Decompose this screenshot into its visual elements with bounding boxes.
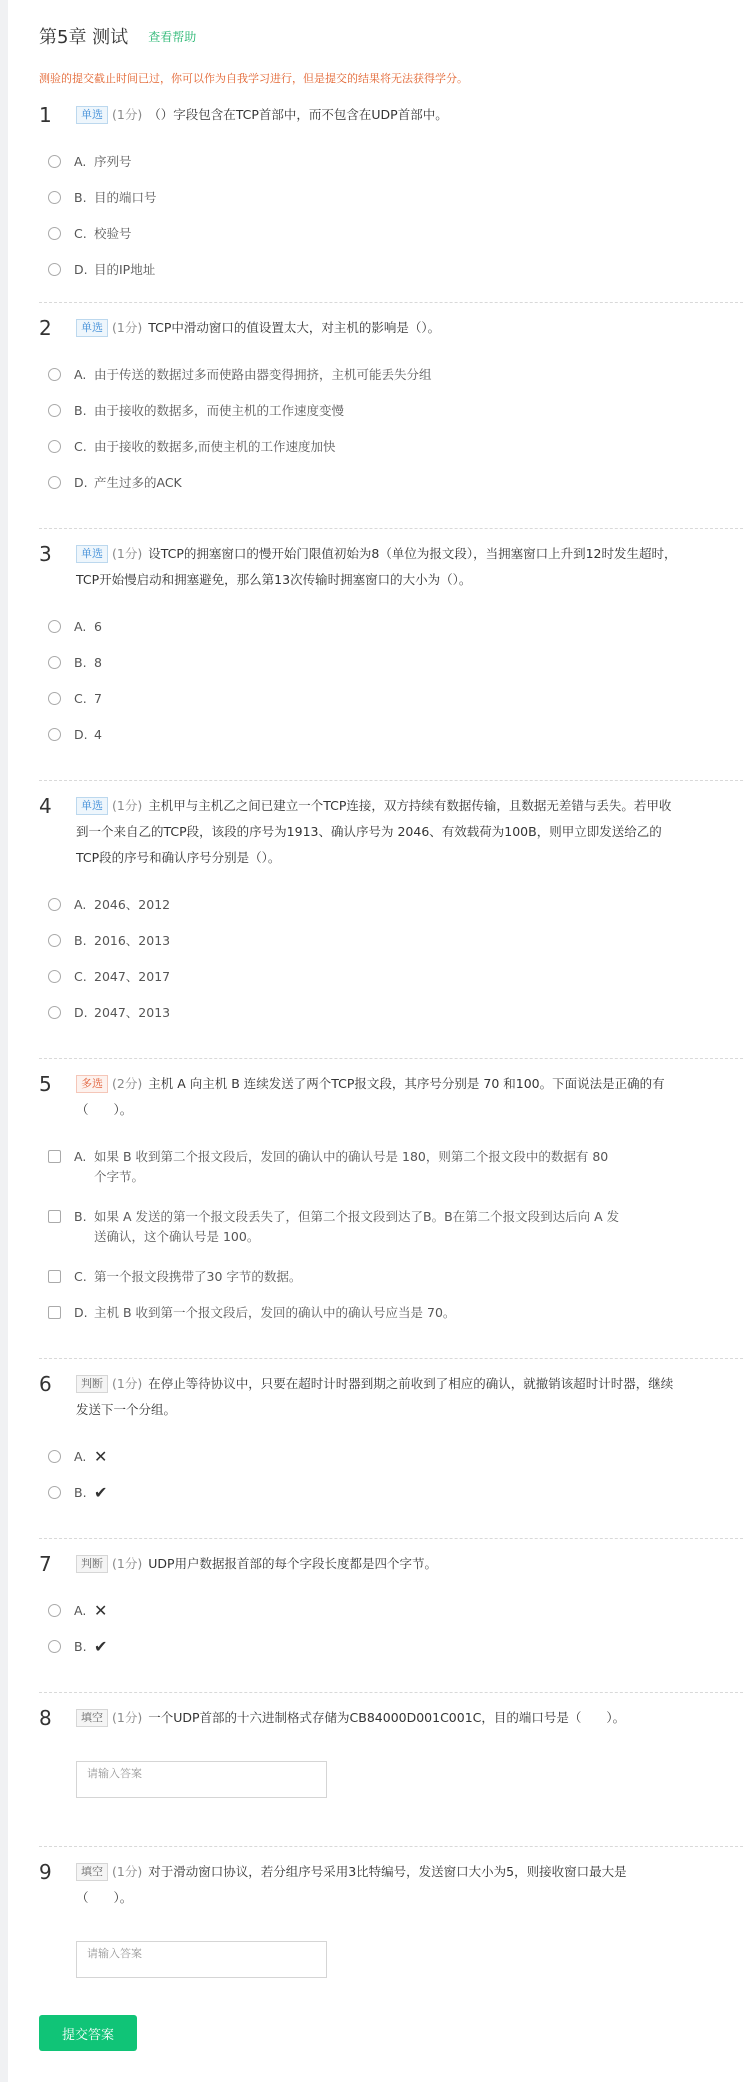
option-letter: C. (74, 226, 87, 241)
option-c[interactable] (39, 689, 743, 725)
option-b[interactable] (39, 188, 743, 224)
option-text: 目的IP地址 (94, 262, 156, 277)
option-letter: B. (74, 190, 87, 205)
question-score: (1分) (112, 798, 143, 813)
answer-input[interactable] (76, 1941, 327, 1978)
question-type-badge: 单选 (76, 319, 108, 337)
option-letter: B. (74, 655, 87, 670)
option-list (39, 871, 743, 1047)
question-score: (1分) (112, 1376, 143, 1391)
option-letter: D. (74, 727, 88, 742)
question-number: 8 (39, 1706, 52, 1730)
option-text: 如果 A 发送的第一个报文段丢失了，但第二个报文段到达了B。B在第二个报文段到达后向 A 发送确认，这个确认号是 100。 (94, 1209, 620, 1244)
question-stem: 在停止等待协议中，只要在超时计时器到期之前收到了相应的确认，就撤销该超时计时器，继续发送下一个分组。 (76, 1376, 674, 1417)
option-true[interactable] (39, 1637, 743, 1673)
checkbox[interactable] (48, 1210, 61, 1223)
option-text: 产生过多的ACK (94, 475, 182, 490)
question-text (76, 541, 681, 593)
question-text (76, 1859, 681, 1911)
option-c[interactable] (39, 437, 743, 473)
option-text: 主机 B 收到第一个报文段后，发回的确认中的确认号应当是 70。 (94, 1305, 456, 1320)
question-stem: （）字段包含在TCP首部中，而不包含在UDP首部中。 (148, 107, 448, 122)
question-text (76, 1071, 681, 1123)
radio-button[interactable] (48, 620, 61, 633)
option-c[interactable] (39, 1267, 743, 1303)
option-b[interactable] (39, 931, 743, 967)
question-number: 1 (39, 103, 52, 127)
question-6 (39, 1359, 743, 1539)
option-list (39, 593, 743, 769)
option-letter: A. (74, 1603, 87, 1618)
question-number: 2 (39, 316, 52, 340)
question-score: (2分) (112, 1076, 143, 1091)
radio-button[interactable] (48, 1486, 61, 1499)
option-text: 6 (94, 619, 102, 634)
question-number: 7 (39, 1552, 52, 1576)
option-d[interactable] (39, 1303, 743, 1339)
radio-button[interactable] (48, 404, 61, 417)
option-a[interactable] (39, 617, 743, 653)
option-b[interactable] (39, 1207, 743, 1267)
question-score: (1分) (112, 320, 143, 335)
option-d[interactable] (39, 260, 743, 296)
option-text: 校验号 (94, 226, 132, 241)
option-d[interactable] (39, 1003, 743, 1039)
option-a[interactable] (39, 152, 743, 188)
question-type-badge: 单选 (76, 797, 108, 815)
question-text (76, 1551, 681, 1577)
question-stem: UDP用户数据报首部的每个字段长度都是四个字节。 (148, 1556, 438, 1571)
option-text: 目的端口号 (94, 190, 157, 205)
cross-icon: ✕ (94, 1601, 108, 1620)
radio-button[interactable] (48, 1450, 61, 1463)
option-letter: A. (74, 619, 87, 634)
radio-button[interactable] (48, 263, 61, 276)
question-number: 4 (39, 794, 52, 818)
option-text: 如果 B 收到第二个报文段后，发回的确认中的确认号是 180，则第二个报文段中的数据有 80 个字节。 (94, 1149, 609, 1184)
checkbox[interactable] (48, 1150, 61, 1163)
question-type-badge: 单选 (76, 545, 108, 563)
question-7 (39, 1539, 743, 1693)
question-2 (39, 303, 743, 529)
option-false[interactable] (39, 1447, 743, 1483)
radio-button[interactable] (48, 1006, 61, 1019)
option-list (39, 1577, 743, 1681)
radio-button[interactable] (48, 656, 61, 669)
question-4 (39, 781, 743, 1059)
option-list (39, 341, 743, 517)
option-text: 由于接收的数据多,而使主机的工作速度加快 (94, 439, 336, 454)
question-type-badge: 填空 (76, 1709, 108, 1727)
option-letter: C. (74, 969, 87, 984)
question-score: (1分) (112, 1710, 143, 1725)
question-score: (1分) (112, 1556, 143, 1571)
option-letter: B. (74, 1209, 87, 1224)
submit-button[interactable]: 提交答案 (39, 2015, 137, 2051)
question-stem: TCP中滑动窗口的值设置太大，对主机的影响是（）。 (148, 320, 441, 335)
question-type-badge: 填空 (76, 1863, 108, 1881)
option-list (39, 1423, 743, 1527)
option-c[interactable] (39, 967, 743, 1003)
check-icon: ✔ (94, 1483, 108, 1502)
option-b[interactable] (39, 401, 743, 437)
option-letter: D. (74, 475, 88, 490)
check-icon: ✔ (94, 1637, 108, 1656)
question-number: 6 (39, 1372, 52, 1396)
question-stem: 一个UDP首部的十六进制格式存储为CB84000D001C001C，目的端口号是（ ）。 (148, 1710, 626, 1725)
option-text: 2046、2012 (94, 897, 171, 912)
question-type-badge: 多选 (76, 1075, 108, 1093)
option-letter: B. (74, 1485, 87, 1500)
option-text: 由于传送的数据过多而使路由器变得拥挤，主机可能丢失分组 (94, 367, 432, 382)
radio-button[interactable] (48, 191, 61, 204)
option-d[interactable] (39, 473, 743, 509)
question-score: (1分) (112, 107, 143, 122)
question-type-badge: 判断 (76, 1555, 108, 1573)
question-1 (39, 90, 743, 303)
quiz-card (8, 0, 745, 2082)
checkbox[interactable] (48, 1306, 61, 1319)
option-letter: C. (74, 439, 87, 454)
page-title: 第5章 测试 (39, 27, 129, 48)
question-type-badge: 单选 (76, 106, 108, 124)
question-text (76, 315, 681, 341)
checkbox[interactable] (48, 1270, 61, 1283)
option-letter: D. (74, 1005, 88, 1020)
option-text: 2047、2013 (94, 1005, 171, 1020)
option-letter: B. (74, 403, 87, 418)
answer-area (39, 1731, 743, 1812)
option-a[interactable] (39, 1147, 743, 1207)
option-c[interactable] (39, 224, 743, 260)
option-letter: C. (74, 1269, 87, 1284)
option-text: 2016、2013 (94, 933, 171, 948)
question-stem: 对于滑动窗口协议，若分组序号采用3比特编号，发送窗口大小为5，则接收窗口最大是（ ）。 (76, 1864, 627, 1905)
question-text (76, 1705, 681, 1731)
radio-button[interactable] (48, 1640, 61, 1653)
question-9 (39, 1847, 743, 1993)
radio-button[interactable] (48, 155, 61, 168)
option-letter: A. (74, 897, 87, 912)
option-letter: C. (74, 691, 87, 706)
deadline-notice: 测验的提交截止时间已过，你可以作为自我学习进行，但是提交的结果将无法获得学分。 (39, 72, 468, 85)
option-text: 4 (94, 727, 102, 742)
help-link[interactable]: 查看帮助 (148, 29, 197, 44)
question-stem: 主机甲与主机乙之间已建立一个TCP连接，双方持续有数据传输，且数据无差错与丢失。若甲收到一个来自乙的TCP段，该段的序号为1913、确认序号为 2046、有效载荷为100B，则甲立即发送给乙的TCP段的序号和确认序号分别是（）。 (76, 798, 672, 865)
option-letter: B. (74, 1639, 87, 1654)
option-letter: A. (74, 154, 87, 169)
option-text: 由于接收的数据多，而使主机的工作速度变慢 (94, 403, 345, 418)
option-b[interactable] (39, 653, 743, 689)
question-score: (1分) (112, 1864, 143, 1879)
cross-icon: ✕ (94, 1447, 108, 1466)
question-text (76, 1371, 681, 1423)
radio-button[interactable] (48, 898, 61, 911)
option-text: 序列号 (94, 154, 132, 169)
option-list (39, 128, 743, 304)
radio-button[interactable] (48, 692, 61, 705)
answer-input[interactable] (76, 1761, 327, 1798)
radio-button[interactable] (48, 368, 61, 381)
question-stem: 设TCP的拥塞窗口的慢开始门限值初始为8（单位为报文段），当拥塞窗口上升到12时发生超时，TCP开始慢启动和拥塞避免，那么第13次传输时拥塞窗口的大小为（）。 (76, 546, 677, 587)
option-letter: D. (74, 1305, 88, 1320)
question-text (76, 102, 681, 128)
question-text (76, 793, 681, 871)
radio-button[interactable] (48, 934, 61, 947)
option-text: 7 (94, 691, 102, 706)
option-letter: A. (74, 367, 87, 382)
question-3 (39, 529, 743, 781)
option-false[interactable] (39, 1601, 743, 1637)
question-number: 5 (39, 1072, 52, 1096)
radio-button[interactable] (48, 227, 61, 240)
radio-button[interactable] (48, 970, 61, 983)
answer-area (39, 1911, 743, 1992)
quiz-header (39, 0, 745, 56)
option-text: 2047、2017 (94, 969, 171, 984)
option-letter: D. (74, 262, 88, 277)
question-5 (39, 1059, 743, 1359)
option-letter: B. (74, 933, 87, 948)
option-text: 8 (94, 655, 102, 670)
option-letter: A. (74, 1149, 87, 1164)
option-text: 第一个报文段携带了30 字节的数据。 (94, 1269, 302, 1284)
option-a[interactable] (39, 895, 743, 931)
option-list (39, 1123, 743, 1347)
option-true[interactable] (39, 1483, 743, 1519)
option-letter: A. (74, 1449, 87, 1464)
radio-button[interactable] (48, 440, 61, 453)
option-d[interactable] (39, 725, 743, 761)
question-stem: 主机 A 向主机 B 连续发送了两个TCP报文段，其序号分别是 70 和100。下面说法是正确的有（ ）。 (76, 1076, 665, 1117)
option-a[interactable] (39, 365, 743, 401)
question-number: 9 (39, 1860, 52, 1884)
question-type-badge: 判断 (76, 1375, 108, 1393)
question-number: 3 (39, 542, 52, 566)
question-8 (39, 1693, 743, 1847)
radio-button[interactable] (48, 1604, 61, 1617)
radio-button[interactable] (48, 476, 61, 489)
question-score: (1分) (112, 546, 143, 561)
radio-button[interactable] (48, 728, 61, 741)
